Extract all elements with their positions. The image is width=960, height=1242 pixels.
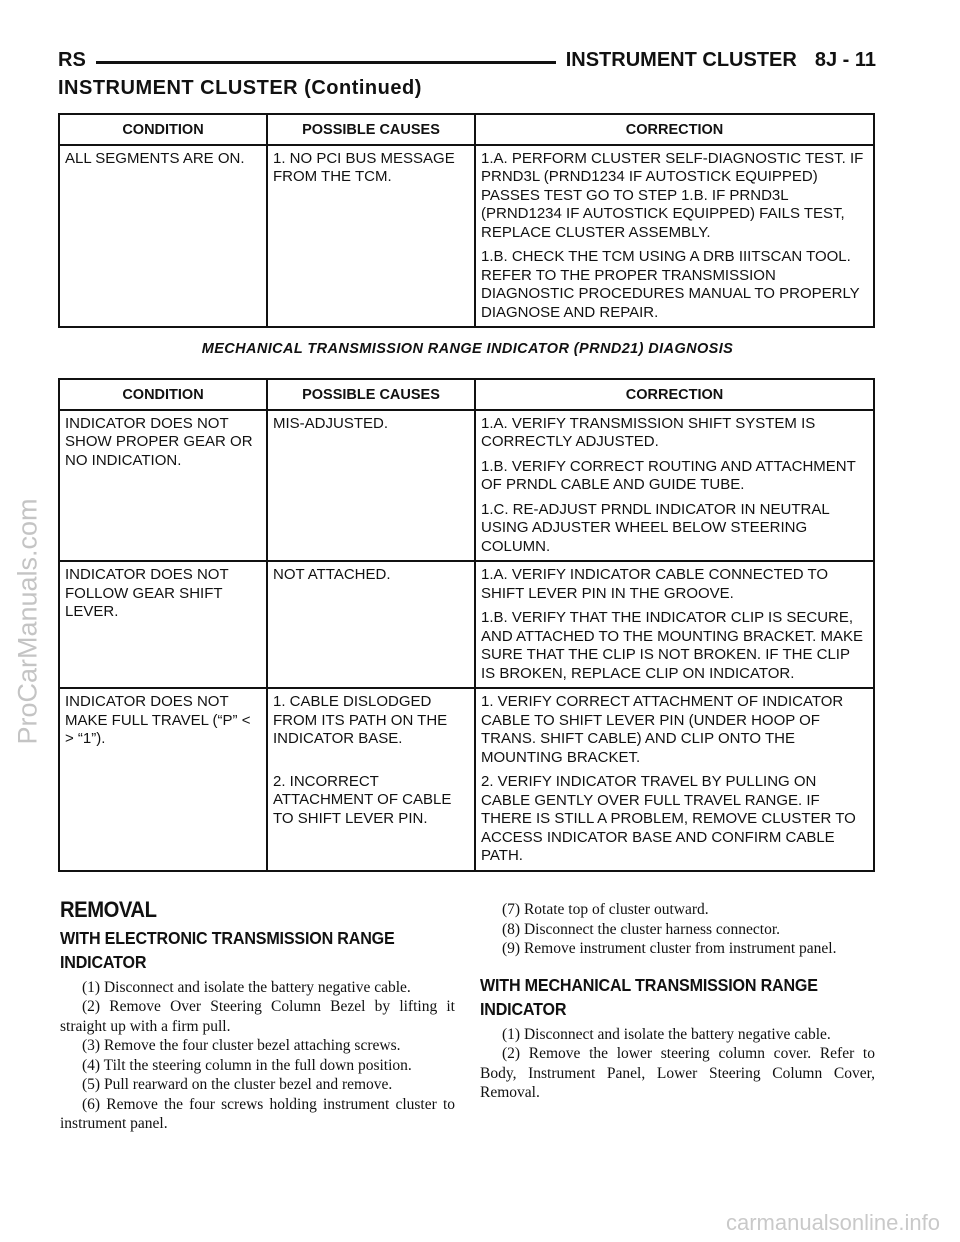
correction-cell [475,561,874,688]
side-watermark [8,0,48,1242]
condition-cell: INDICATOR DOES NOT FOLLOW GEAR SHIFT LEVER. [59,561,267,688]
cause-step: 1. CABLE DISLODGED FROM ITS PATH ON THE INDICATOR BASE. [273,693,448,747]
procedure-step: (1) Disconnect and isolate the battery negative cable. [502,1025,831,1043]
removal-heading: REMOVAL [60,897,157,922]
condition-cell: INDICATOR DOES NOT MAKE FULL TRAVEL (“P” < > “1”). [59,688,267,871]
diagnosis-table-mechanical [58,378,875,872]
correction-step: 1.A. VERIFY INDICATOR CABLE CONNECTED TO SHIFT LEVER PIN IN THE GROOVE. [481,566,829,602]
procedure-step: (2) Remove Over Steering Column Bezel by lifting it straight up with a firm pull. [60,998,455,1035]
cause-cell [267,688,475,871]
cause-cell: MIS-ADJUSTED. [267,410,475,562]
spacer [273,755,469,773]
page-number: 8J - 11 [814,49,876,71]
right-column [480,900,875,1103]
correction-cell [475,145,874,328]
header-correction: CORRECTION [475,114,874,145]
correction-step: 1. VERIFY CORRECT ATTACHMENT OF INDICATOR CABLE TO SHIFT LEVER PIN (UNDER HOOP OF TRANS. SHIFT CABLE) AND CLIP ONTO THE MOUNTING BRACKET. [481,693,844,766]
condition-cell: INDICATOR DOES NOT SHOW PROPER GEAR OR NO INDICATION. [59,410,267,562]
procedure-step: (9) Remove instrument cluster from instrument panel. [502,940,837,957]
bottom-watermark: carmanualsonline.info [725,1210,940,1235]
table-row [59,145,874,328]
header-possible-causes: POSSIBLE CAUSES [267,114,475,145]
electronic-subheading: WITH ELECTRONIC TRANSMISSION RANGE INDICATOR [60,927,395,972]
table-row [59,561,874,688]
mechanical-subheading: WITH MECHANICAL TRANSMISSION RANGE INDICATOR [480,974,818,1019]
page-header [58,46,876,72]
procedure-step: (5) Pull rearward on the cluster bezel and remove. [82,1076,393,1093]
correction-step: 1.B. VERIFY CORRECT ROUTING AND ATTACHMENT OF PRNDL CABLE AND GUIDE TUBE. [481,457,856,493]
header-possible-causes: POSSIBLE CAUSES [267,379,475,410]
header-condition: CONDITION [59,379,267,410]
procedure-step: (1) Disconnect and isolate the battery negative cable. [82,978,411,996]
correction-cell [475,410,874,562]
table-caption: MECHANICAL TRANSMISSION RANGE INDICATOR (PRND21) DIAGNOSIS [201,341,734,357]
procedure-step: (2) Remove the lower steering column cover. Refer to Body, Instrument Panel, Lower Steering Column Cover, Removal. [480,1045,875,1101]
procedure-step: (7) Rotate top of cluster outward. [502,901,709,918]
correction-step: 1.B. VERIFY THAT THE INDICATOR CLIP IS SECURE, AND ATTACHED TO THE MOUNTING BRACKET. MAKE SURE THAT THE CLIP IS NOT BROKEN. IF THE CLIP IS BROKEN, REPLACE CLIP ON INDICATOR. [481,609,863,682]
correction-cell [475,688,874,871]
cause-cell: 1. NO PCI BUS MESSAGE FROM THE TCM. [267,145,475,328]
header-rule [96,61,556,64]
correction-step: 1.A. PERFORM CLUSTER SELF-DIAGNOSTIC TEST. IF PRND3L (PRND1234 IF AUTOSTICK EQUIPPED) PASSES TEST GO TO STEP 1.B. IF PRND3L (PRND1234 IF AUTOSTICK EQUIPPED) FAILS TEST, REPLACE CLUSTER ASSEMBLY. [481,149,864,241]
table-row [59,688,874,871]
diagnosis-table-electronic [58,113,875,328]
table-header-row [59,379,874,410]
correction-step: 2. VERIFY INDICATOR TRAVEL BY PULLING ON CABLE GENTLY OVER FULL TRAVEL RANGE. IF THERE IS STILL A PROBLEM, REMOVE CLUSTER TO ACCESS INDICATOR BASE AND CONFIRM CABLE PATH. [481,773,856,864]
cause-step: 2. INCORRECT ATTACHMENT OF CABLE TO SHIFT LEVER PIN. [273,772,452,827]
procedure-step: (8) Disconnect the cluster harness connector. [502,920,781,938]
procedure-step: (3) Remove the four cluster bezel attaching screws. [82,1037,401,1054]
side-watermark-text: ProCarManuals.com [12,497,43,745]
correction-step: 1.C. RE-ADJUST PRNDL INDICATOR IN NEUTRAL USING ADJUSTER WHEEL BELOW STEERING COLUMN. [481,500,830,555]
continued-title: INSTRUMENT CLUSTER (Continued) [58,77,422,99]
header-code: RS [58,49,86,71]
header-section-title: INSTRUMENT CLUSTER [565,49,797,71]
correction-step: 1.A. VERIFY TRANSMISSION SHIFT SYSTEM IS CORRECTLY ADJUSTED. [481,414,816,450]
header-condition: CONDITION [59,114,267,145]
table-row [59,410,874,562]
header-correction: CORRECTION [475,379,874,410]
table-header-row [59,114,874,145]
cause-cell: NOT ATTACHED. [267,561,475,688]
procedure-step: (4) Tilt the steering column in the full down position. [82,1056,412,1074]
procedure-step: (6) Remove the four screws holding instrument cluster to instrument panel. [60,1095,455,1132]
condition-cell: ALL SEGMENTS ARE ON. [59,145,267,328]
correction-step: 1.B. CHECK THE TCM USING A DRB IIITSCAN TOOL. REFER TO THE PROPER TRANSMISSION DIAGNOSTIC PROCEDURES MANUAL TO PROPERLY DIAGNOSE AND REPAIR. [481,248,860,321]
left-column [60,897,455,1134]
